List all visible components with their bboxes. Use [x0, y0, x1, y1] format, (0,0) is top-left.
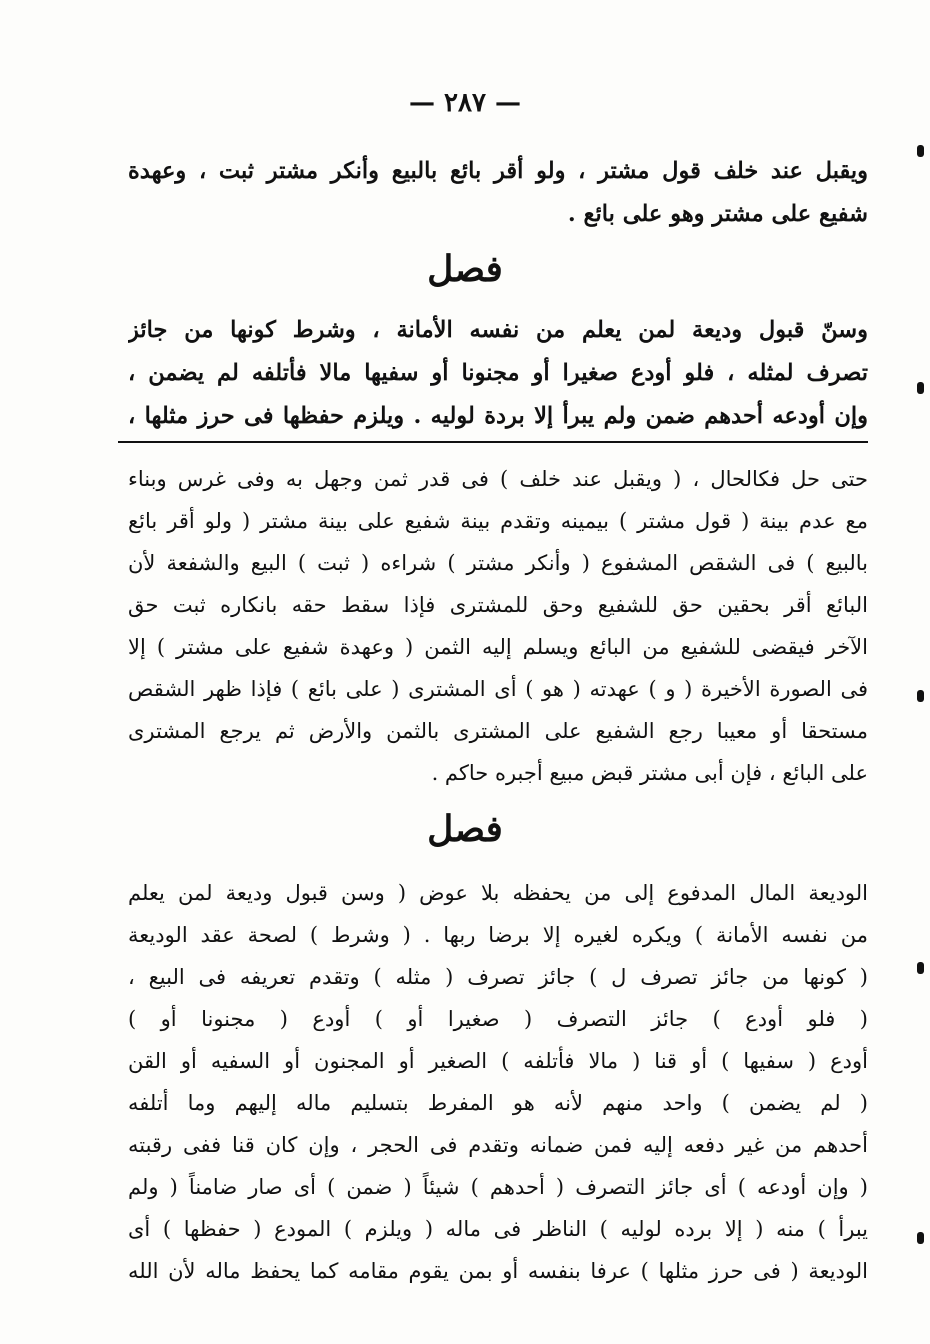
text-line: من نفسه الأمانة ) ويكره لغيره إلا برضا ربها . ( وشرط ) لصحة عقد الوديعة	[128, 923, 868, 947]
text-line: ( فلو أودع ) جائز التصرف ( صغيرا أو ) أودع ( مجنونا أو )	[128, 1007, 868, 1031]
text-line: وسنّ قبول وديعة لمن يعلم من نفسه الأمانة ، وشرط كونها من جائز	[128, 317, 868, 343]
binding-mark	[917, 145, 924, 157]
section-heading: فصل	[427, 808, 503, 850]
text-line: ( لم يضمن ) واحد منهم لأنه هو المفرط بتسليم ماله إليهم وما أتلفه	[128, 1091, 868, 1115]
matn-fasl-paragraph	[128, 309, 868, 438]
text-line: ( وإن أودعه ) أى جائز التصرف ( أحدهم ) شيئاً ( ضمن ) أى صار ضامناً ( ولم	[128, 1175, 868, 1199]
text-line: البائع أقر بحقين حق للشفيع وحق للمشترى فإذا سقط حقه بانكاره ثبت حق	[128, 593, 868, 617]
binding-mark	[917, 1232, 924, 1244]
text-line: شفيع على مشتر وهو على بائع .	[567, 201, 868, 227]
text-line: بالبيع ) فى الشقص المشفوع ( وأنكر مشتر ) شراءه ( ثبت ) البيع والشفعة لأن	[128, 551, 868, 575]
text-line: وإن أودعه أحدهم ضمن ولم يبرأ إلا بردة لوليه . ويلزم حفظها فى حرز مثلها ،	[128, 403, 868, 429]
section-heading: فصل	[427, 248, 503, 290]
text-line: مستحقا أو معيبا رجع الشفيع على المشترى بالثمن والأرض ثم يرجع المشترى	[128, 719, 868, 743]
separator-rule	[118, 441, 868, 443]
text-line: على البائع ، فإن أبى مشتر قبض مبيع أجبره حاكم .	[431, 761, 868, 785]
binding-mark	[917, 962, 924, 974]
text-line: ( كونها من جائز تصرف ل ) جائز تصرف ( مثله ) وتقدم تعريفه فى البيع ،	[128, 965, 868, 989]
text-line: الآخر فيقضى للشفيع من البائع ويسلم إليه الثمن ( وعهدة شفيع على مشتر ) إلا	[128, 635, 868, 659]
text-line: الوديعة المال المدفوع إلى من يحفظه بلا عوض ( وسن قبول وديعة لمن يعلم	[128, 881, 868, 905]
matn-top-paragraph	[128, 150, 868, 236]
text-line: يبرأ ) منه ( إلا برده لوليه ) الناظر فى ماله ( ويلزم ) المودع ( حفظها ) أى	[128, 1217, 868, 1241]
text-line: حتى حل فكالحال ، ( ويقبل عند خلف ) فى قدر ثمن وجهل به وفى غرس وبناء	[128, 467, 868, 491]
sharh-paragraph-2	[128, 872, 868, 1292]
text-line: مع عدم بينة ( قول مشتر ) بيمينه وتقدم بينة شفيع على بينة مشتر ( ولو أقر بائع	[128, 509, 868, 533]
text-line: ويقبل عند خلف قول مشتر ، ولو أقر بائع بالبيع وأنكر مشتر ثبت ، وعهدة	[128, 158, 868, 184]
page-number: — ٢٨٧ —	[408, 88, 522, 118]
text-line: الوديعة ( فى حرز مثلها ) عرفا بنفسه أو بمن يقوم مقامه كما يحفظ ماله لأن الله	[128, 1259, 868, 1283]
text-line: أحدهم من غير دفعه إليه فمن ضمانه وتقدم فى الحجر ، وإن كان قنا ففى رقبته	[128, 1133, 868, 1157]
binding-mark	[917, 382, 924, 394]
binding-mark	[917, 690, 924, 702]
text-line: أودع ( سفيها ) أو قنا ( مالا فأتلفه ) الصغير أو المجنون أو السفيه أو القن	[128, 1049, 868, 1073]
text-line: تصرف لمثله ، فلو أودع صغيرا أو مجنونا أو سفيها مالا فأتلفه لم يضمن ،	[128, 360, 868, 386]
sharh-paragraph-1	[128, 458, 868, 794]
text-line: فى الصورة الأخيرة ( و ) عهدته ( هو ) أى المشترى ( على بائع ) فإذا ظهر الشقص	[128, 677, 868, 701]
